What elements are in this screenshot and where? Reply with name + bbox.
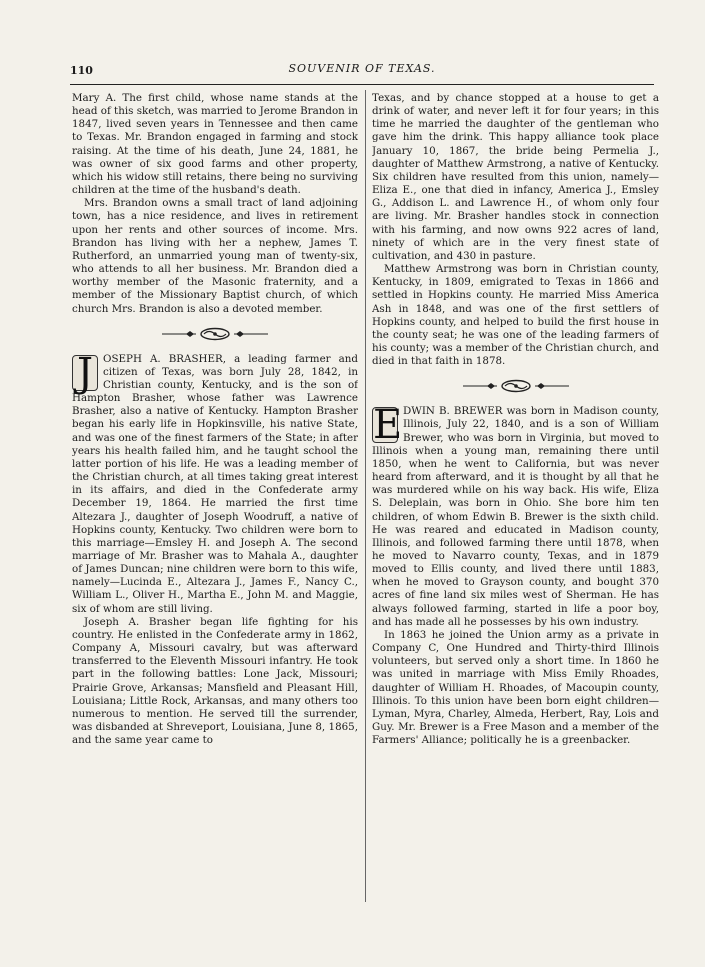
lead-in-name: OSEPH A. BRASHER, bbox=[103, 352, 227, 365]
running-title: SOUVENIR OF TEXAS. bbox=[288, 62, 436, 75]
column-divider bbox=[365, 90, 366, 902]
right-column bbox=[372, 92, 659, 907]
paragraph: Mrs. Brandon owns a small tract of land adjoining town, has a nice residence, and lives in retirement upon her rents and other sources of income. Mrs. Brandon has living with her a nephew, James T. Rutherford, an unmarried young man of twenty-six, who attends to all her business. Mr. Brandon died a worthy member of the Masonic fraternity, and a member of the Missionary Baptist church, of which church Mrs. Brandon is also a devoted member. bbox=[72, 197, 358, 315]
paragraph: Joseph A. Brasher began life fighting for his country. He enlisted in the Confederate army in 1862, Company A, Missouri cavalry, but was afterward transferred to the Eleventh Missouri infantry. He took part in the following battles: Lone Jack, Missouri; Prairie Grove, Arkansas; Mansfield and Pleasant Hill, Louisiana; Little Rock, Arkansas, and many others too numerous to mention. He served till the surrender, was disbanded at Shreveport, Louisiana, June 8, 1865, and the same year came to bbox=[72, 615, 358, 747]
paragraph: Texas, and by chance stopped at a house to get a drink of water, and never left it for four years; in this time he married the daughter of the gentleman who gave him the drink. This happy alliance took place January 10, 1867, the bride being Permelia J., daughter of Matthew Armstrong, a native of Kentucky. Six children have resulted from this union, namely—Eliza E., one that died in infancy, America J., Emsley G., Addison L. and Lawrence H., of whom only four are living. Mr. Brasher handles stock in connection with his farming, and now owns 922 acres of land, ninety of which are in the very finest state of cultivation, and 430 in pasture. bbox=[372, 92, 659, 262]
page-header bbox=[70, 62, 654, 80]
paragraph-text: a leading farmer and citizen of Texas, was born July 28, 1842, in Christian county, Kentucky, and is the son of Hampton Brasher, whose father was Lawrence Brasher, also a native of Kentucky. Hampton Brasher began his early life in Hopkinsville, his native State, and was one of the finest farmers of the State; in after years his health failed him, and he taught school the latter portion of his life. He was a leading member of the Christian church, at all times taking great interest in its affairs, and died in the Confederate army December 19, 1864. He married the first time Altezara J., daughter of Joseph Woodruff, a native of Hopkins county, Kentucky. Two children were born to this marriage—Emsley H. and Joseph A. The second marriage of Mr. Brasher was to Mahala A., daughter of James Duncan; nine children were born to this wife, namely—Lucinda E., Altezara J., James F., Nancy C., William L., Oliver H., Martha E., John M. and Maggie, six of whom are still living. bbox=[72, 352, 358, 615]
ornamental-divider-icon bbox=[72, 323, 358, 345]
drop-cap: J bbox=[72, 355, 98, 391]
lead-in-name: DWIN B. BREWER bbox=[403, 405, 503, 418]
page-number: 110 bbox=[70, 64, 93, 77]
paragraph-text: was born in Madison county, Illinois, July 22, 1840, and is a son of William Brewer, who was born in Virginia, but moved to Illinois when a young man, remaining there until 1850, when he went to California, but was never heard from afterward, and it is thought by all that he was murdered while on his way back. His wife, Eliza S. Deleplain, was born in Ohio. She bore him ten children, of whom Edwin B. Brewer is the sixth child. He was reared and educated in Madison county, Illinois, and followed farming there until 1878, when he moved to Navarro county, Texas, and in 1879 moved to Ellis county, and lived there until 1883, when he moved to Grayson county, and bought 370 acres of fine land six miles west of Sherman. He has always followed farming, started in life a poor boy, and has made all he possesses by his own industry. bbox=[372, 405, 659, 628]
drop-cap: E bbox=[373, 402, 403, 449]
biography-brasher bbox=[72, 349, 358, 616]
paragraph: In 1863 he joined the Union army as a private in Company C, One Hundred and Thirty-third Illinois volunteers, but served only a short time. In 1860 he was united in marriage with Miss Emily Rhoades, daughter of William H. Rhoades, of Macoupin county, Illinois. To this union have been born eight children—Lyman, Myra, Charley, Almeda, Herbert, Ray, Lois and Guy. Mr. Brewer is a Free Mason and a member of the Farmers' Alliance; politically he is a greenbacker. bbox=[372, 628, 659, 747]
paragraph: Matthew Armstrong was born in Christian county, Kentucky, in 1809, emigrated to Texas in 1866 and settled in Hopkins county. He married Miss America Ash in 1848, and was one of the first settlers of Hopkins county, and helped to build the first house in the county seat; he was one of the leading farmers of his county; was a member of the Christian church, and died in that faith in 1878. bbox=[372, 263, 659, 368]
paragraph: Mary A. The first child, whose name stands at the head of this sketch, was married to Jerome Brandon in 1847, lived seven years in Tennessee and then came to Texas. Mr. Brandon engaged in farming and stock raising. At the time of his death, June 24, 1881, he was owner of six good farms and other property, which his widow still retains, there being no surviving children at the time of the husband's death. bbox=[72, 92, 358, 197]
header-rule bbox=[70, 84, 654, 85]
left-column bbox=[72, 92, 358, 907]
ornamental-divider-icon bbox=[372, 375, 659, 397]
biography-brewer bbox=[372, 402, 659, 629]
